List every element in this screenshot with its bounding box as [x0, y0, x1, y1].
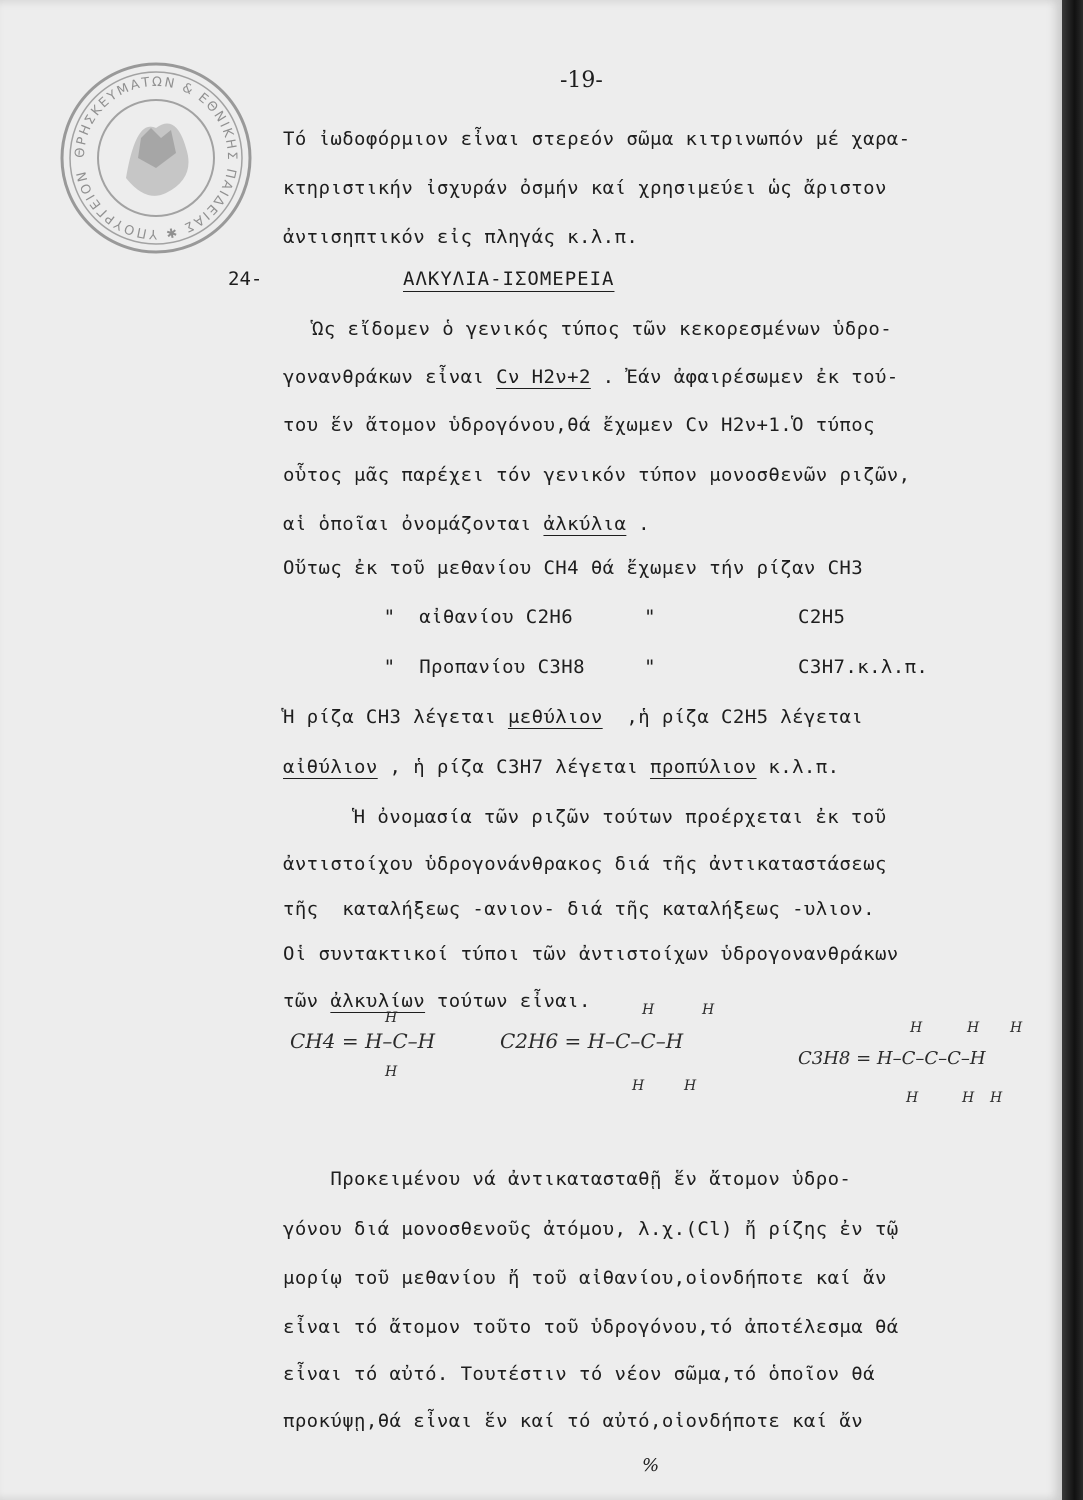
formula-text: C3H8 = H–C–C–C–H — [798, 1048, 986, 1069]
underlined-term: ἀλκυλίων — [330, 990, 426, 1012]
page-number: -19- — [560, 68, 603, 93]
underlined-term: προπύλιον — [650, 756, 757, 778]
text-segment: γονανθράκων εἶναι — [283, 366, 497, 388]
text-line: ἀντιστοίχου ὑδρογονάνθρακος διά τῆς ἀντικαταστάσεως — [283, 853, 887, 875]
text-line: προκύψῃ,θά εἶναι ἕν καί τό αὐτό,οἱονδήποτε καί ἄν — [283, 1410, 864, 1432]
bottom-mark: % — [642, 1455, 660, 1476]
text-line: Ἡ ὀνομασία τῶν ριζῶν τούτων προέρχεται ἐκ τοῦ — [330, 806, 887, 828]
text-line: ἀντισηπτικόν εἰς πληγάς κ.λ.π. — [283, 226, 639, 248]
text-line — [283, 513, 650, 535]
text-line: οὗτος μᾶς παρέχει τόν γενικόν τύπον μονοσθενῶν ριζῶν, — [283, 464, 911, 486]
underlined-term: ἀλκύλια — [543, 513, 627, 535]
text-segment: Ἡ ρίζα CH3 λέγεται — [283, 706, 508, 728]
text-line: εἶναι τό αὐτό. Τουτέστιν τό νέον σῶμα,τό ὁποῖον θά — [283, 1363, 875, 1385]
hydrogen-label: H — [632, 1078, 645, 1094]
underlined-formula: Cν H2ν+2 — [496, 366, 591, 388]
svg-text:ΘΡΗΣΚΕΥΜΑΤΩΝ & ΕΘΝΙΚΗΣ ΠΑΙΔΕΙΑ: ΘΡΗΣΚΕΥΜΑΤΩΝ & ΕΘΝΙΚΗΣ ΠΑΙΔΕΙΑΣ ✱ ΥΠΟΥΡΓΕΙΟΝ — [72, 74, 240, 242]
hydrogen-label: H — [967, 1020, 980, 1036]
text-line: Τό ἰωδοφόρμιον εἶναι στερεόν σῶμα κιτρινωπόν μέ χαρα- — [283, 128, 911, 150]
text-line — [283, 756, 839, 778]
text-line — [283, 366, 899, 388]
hydrogen-label: H — [385, 1010, 398, 1026]
text-line: Προκειμένου νά ἀντικατασταθῇ ἕν ἄτομον ὑδρο- — [283, 1168, 852, 1190]
text-line: του ἕν ἄτομον ὑδρογόνου,θά ἔχωμεν Cν H2ν+1.Ὁ τύπος — [283, 414, 875, 436]
hydrogen-label: H — [702, 1002, 715, 1018]
hydrogen-label: H — [684, 1078, 697, 1094]
text-line — [283, 706, 863, 728]
radical-line: " Προπανίου C3H8 " C3H7.κ.λ.π. — [360, 656, 929, 678]
formula-text: C2H6 = H–C–C–H — [500, 1029, 684, 1053]
text-line: γόνου διά μονοσθενοῦς ἀτόμου, λ.χ.(Cl) ἤ ρίζης ἐν τῷ — [283, 1218, 899, 1240]
text-segment: , ἡ ρίζα C3H7 λέγεται — [377, 756, 651, 778]
hydrogen-label: H — [990, 1090, 1003, 1106]
book-binding — [1062, 0, 1083, 1500]
text-line: Οἱ συντακτικοί τύποι τῶν ἀντιστοίχων ὑδρογονανθράκων — [283, 943, 899, 965]
hydrogen-label: H — [962, 1090, 975, 1106]
text-line: μορίῳ τοῦ μεθανίου ἤ τοῦ αἰθανίου,οἱονδήποτε καί ἄν — [283, 1267, 887, 1289]
hydrogen-label: H — [1010, 1020, 1023, 1036]
text-line: κτηριστικήν ἰσχυράν ὀσμήν καί χρησιμεύει ὡς ἄριστον — [283, 177, 887, 199]
text-line: εἶναι τό ἄτομον τοῦτο τοῦ ὑδρογόνου,τό ἀποτέλεσμα θά — [283, 1316, 899, 1338]
section-number: 24- — [228, 268, 263, 290]
hydrogen-label: H — [906, 1090, 919, 1106]
hydrogen-label: H — [385, 1064, 398, 1080]
hydrogen-label: H — [642, 1002, 655, 1018]
underlined-term: μεθύλιον — [507, 706, 603, 728]
text-segment: κ.λ.π. — [756, 756, 840, 778]
hydrogen-label: H — [910, 1020, 923, 1036]
text-line: Ὡς εἴδομεν ὁ γενικός τύπος τῶν κεκορεσμένων ὑδρο- — [312, 318, 893, 340]
text-segment: . Ἐάν ἀφαιρέσωμεν ἐκ τού- — [590, 366, 899, 388]
text-segment: . — [626, 513, 651, 535]
text-segment: αἱ ὁποῖαι ὀνομάζονται — [283, 513, 544, 535]
text-line: τῆς καταλήξεως -ανιον- διά τῆς καταλήξεως -υλιον. — [283, 898, 875, 920]
methane-formula — [290, 1010, 436, 1080]
radical-line: " αἰθανίου C2H6 " C2H5 — [360, 606, 846, 628]
official-seal-stamp — [56, 58, 256, 258]
section-heading: ΑΛΚΥΛΙΑ-ΙΣΟΜΕΡΕΙΑ — [403, 268, 615, 290]
text-segment: ,ἡ ρίζα C2H5 λέγεται — [602, 706, 864, 728]
propane-formula — [798, 1020, 1023, 1106]
formula-text: CH4 = H–C–H — [290, 1029, 436, 1053]
text-segment: τῶν — [283, 990, 331, 1012]
text-segment: τούτων εἶναι. — [425, 990, 591, 1012]
structural-formulas — [290, 1000, 1060, 1110]
radical-line: Οὕτως ἐκ τοῦ μεθανίου CH4 θά ἔχωμεν τήν ρίζαν CH3 — [283, 557, 864, 579]
underlined-term: αἰθύλιον — [283, 756, 378, 778]
ethane-formula — [500, 1002, 715, 1094]
